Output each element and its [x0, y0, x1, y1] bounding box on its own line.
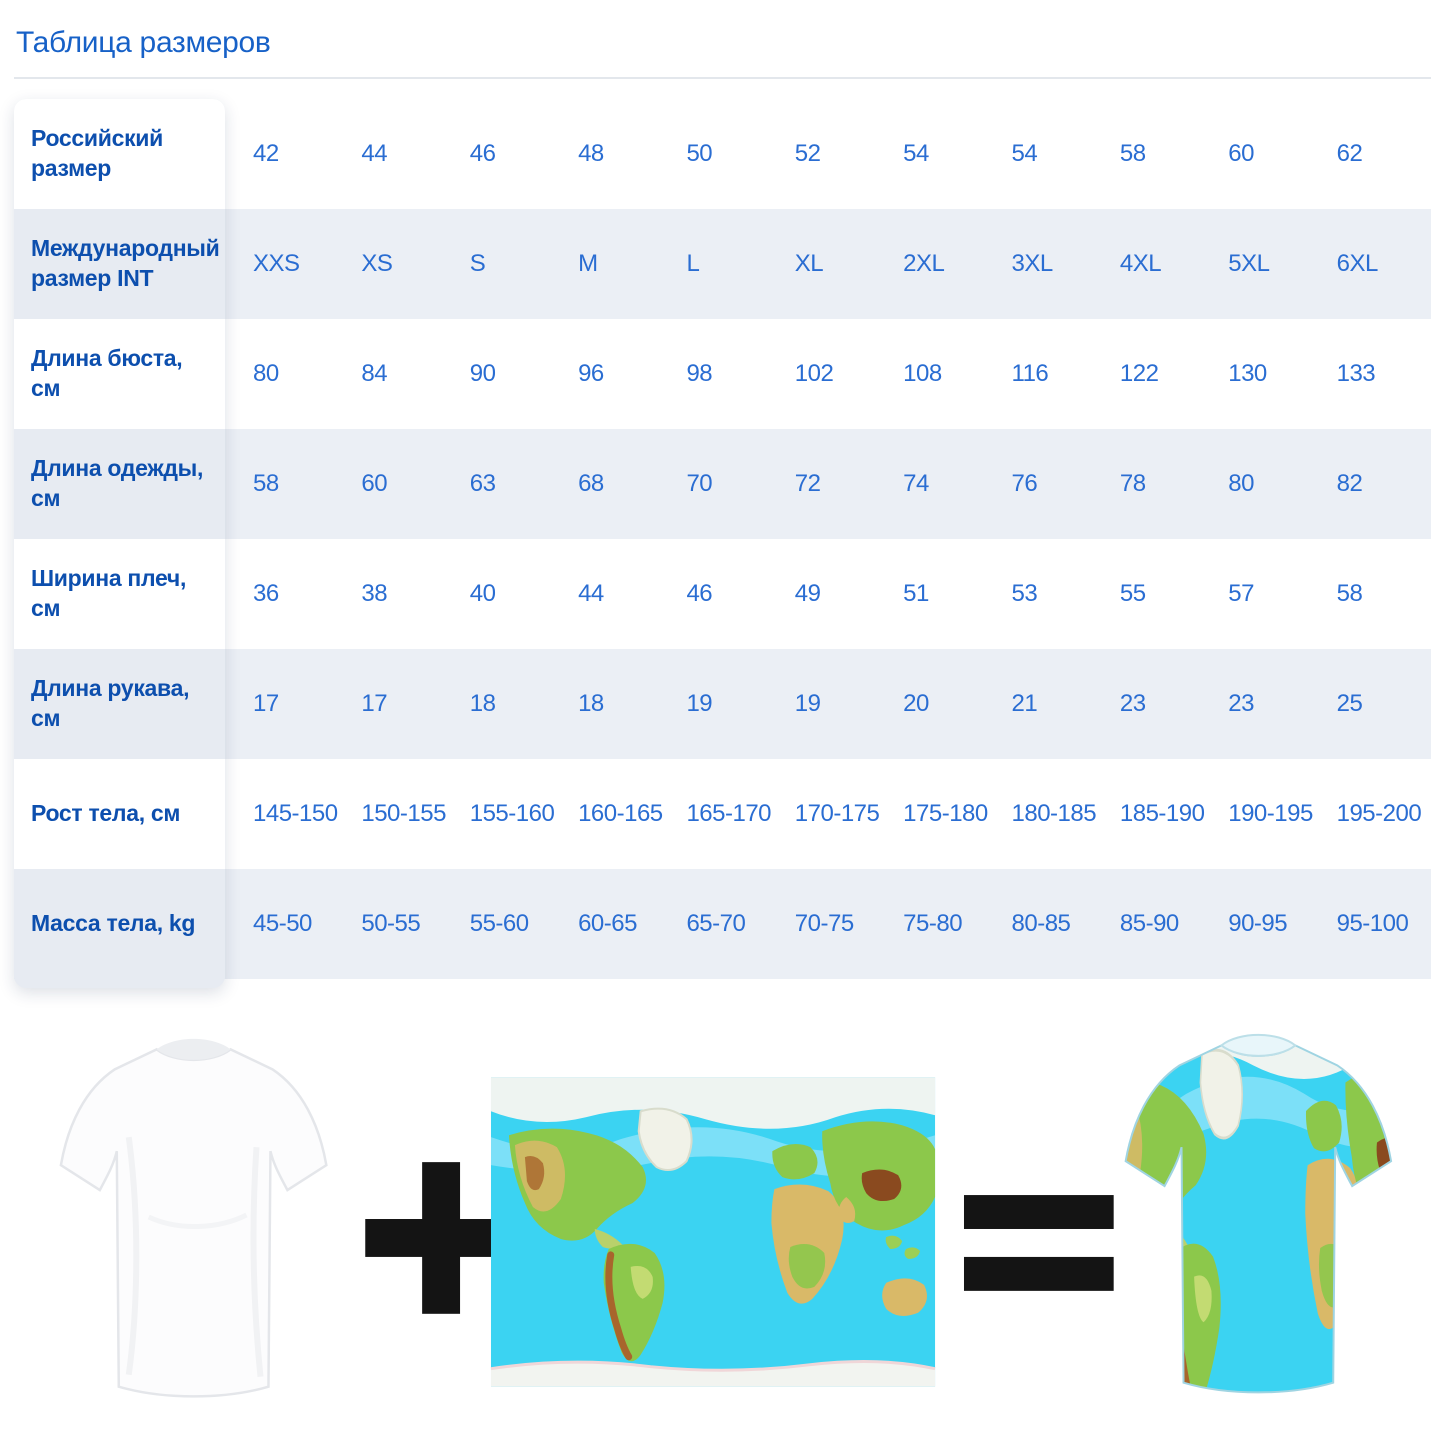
size-cell: 18 — [469, 690, 496, 717]
table-row — [14, 759, 1431, 869]
size-cell: S — [469, 250, 486, 277]
size-table — [14, 99, 1431, 979]
size-cell: 58 — [253, 470, 279, 497]
size-cell: 58 — [1336, 580, 1363, 607]
size-cell: XS — [361, 250, 393, 277]
size-cell: XL — [794, 250, 824, 277]
size-cell: 68 — [578, 470, 604, 497]
size-cell: 42 — [253, 140, 279, 167]
size-cell: 53 — [1011, 580, 1038, 607]
equals-icon — [964, 1195, 1114, 1291]
size-cell: 46 — [469, 140, 496, 167]
size-cell: 195-200 — [1336, 800, 1422, 827]
size-cell: 36 — [253, 580, 279, 607]
size-cell: 155-160 — [469, 800, 555, 827]
size-cell: 38 — [361, 580, 388, 607]
table-row — [14, 209, 1431, 319]
size-cell: 3XL — [1011, 250, 1053, 277]
size-cell: 52 — [794, 140, 821, 167]
size-cell: 145-150 — [253, 800, 338, 827]
size-cell: 150-155 — [361, 800, 446, 827]
size-cell: 180-185 — [1011, 800, 1097, 827]
row-label: Масса тела, kg — [14, 869, 225, 979]
size-cell: L — [686, 250, 700, 277]
size-cell: 2XL — [903, 250, 945, 277]
size-cell: 44 — [361, 140, 388, 167]
size-cell: 44 — [578, 580, 604, 607]
size-cell: 60-65 — [578, 910, 637, 937]
size-cell: 75-80 — [903, 910, 963, 937]
size-cell: 23 — [1119, 690, 1146, 717]
size-cell: 85-90 — [1119, 910, 1179, 937]
size-cell: XXS — [253, 250, 300, 277]
size-cell: 4XL — [1119, 250, 1162, 277]
size-cell: 78 — [1119, 470, 1146, 497]
table-row — [14, 319, 1431, 429]
size-cell: 96 — [578, 360, 604, 387]
size-cell: 6XL — [1336, 250, 1378, 277]
size-cell: 21 — [1011, 690, 1038, 717]
row-label: Ширина плеч, см — [14, 539, 225, 649]
page-title: Таблица размеров — [16, 26, 271, 59]
size-cell: 185-190 — [1119, 800, 1205, 827]
size-cell: 49 — [794, 580, 821, 607]
table-row — [14, 539, 1431, 649]
size-cell: 160-165 — [578, 800, 663, 827]
tshirt-print-illustration — [14, 1009, 1431, 1439]
size-cell: 5XL — [1228, 250, 1270, 277]
page-header — [0, 0, 1445, 60]
size-cell: 18 — [578, 690, 604, 717]
table-row — [14, 869, 1431, 979]
row-label: Длина рукава, см — [14, 649, 225, 759]
size-cell: 95-100 — [1336, 910, 1409, 937]
size-cell: 72 — [794, 470, 821, 497]
size-cell: 54 — [1011, 140, 1038, 167]
size-cell: 133 — [1336, 360, 1376, 387]
size-cell: 102 — [794, 360, 834, 387]
size-cell: 51 — [903, 580, 929, 607]
size-cell: 58 — [1119, 140, 1146, 167]
size-cell: 55-60 — [469, 910, 529, 937]
size-cell: 70 — [686, 470, 713, 497]
size-cell: 80-85 — [1011, 910, 1071, 937]
size-cell: 70-75 — [794, 910, 854, 937]
tshirt-print-svg — [14, 1009, 1431, 1439]
size-cell: 60 — [361, 470, 388, 497]
table-row — [14, 99, 1431, 209]
size-cell: 80 — [1228, 470, 1254, 497]
size-cell: 50-55 — [361, 910, 421, 937]
size-cell: 55 — [1119, 580, 1146, 607]
size-cell: 175-180 — [903, 800, 988, 827]
size-cell: 63 — [469, 470, 496, 497]
size-cell: 165-170 — [686, 800, 772, 827]
world-map-graphic — [491, 1077, 935, 1386]
size-cell: 190-195 — [1228, 800, 1313, 827]
size-cell: 57 — [1228, 580, 1254, 607]
table-row — [14, 429, 1431, 539]
row-label: Длина одежды, см — [14, 429, 225, 539]
size-cell: 48 — [578, 140, 604, 167]
size-cell: 130 — [1228, 360, 1267, 387]
size-cell: 65-70 — [686, 910, 746, 937]
size-cell: 74 — [903, 470, 929, 497]
size-cell: 25 — [1336, 690, 1363, 717]
size-cell: 19 — [794, 690, 821, 717]
size-cell: 20 — [903, 690, 929, 717]
size-cell: 50 — [686, 140, 713, 167]
size-cell: 82 — [1336, 470, 1363, 497]
size-cell: 76 — [1011, 470, 1038, 497]
size-cell: 19 — [686, 690, 713, 717]
size-cell: 62 — [1336, 140, 1363, 167]
size-table-body — [14, 99, 1431, 979]
size-cell: 170-175 — [794, 800, 880, 827]
size-cell: 17 — [253, 690, 279, 717]
size-cell: 116 — [1011, 360, 1049, 387]
row-label: Рост тела, см — [14, 759, 225, 869]
white-tshirt-graphic — [61, 1039, 326, 1396]
size-cell: 17 — [361, 690, 388, 717]
label-column-card — [14, 99, 225, 988]
map-tshirt-graphic — [1084, 1009, 1431, 1439]
row-label: Длина бюста, см — [14, 319, 225, 429]
size-cell: 40 — [469, 580, 496, 607]
size-cell: 23 — [1228, 690, 1254, 717]
size-cell: 122 — [1119, 360, 1159, 387]
size-cell: 84 — [361, 360, 388, 387]
size-cell: 54 — [903, 140, 929, 167]
size-cell: 60 — [1228, 140, 1254, 167]
size-cell: 108 — [903, 360, 942, 387]
size-cell: 45-50 — [253, 910, 312, 937]
row-label: Международный размер INT — [14, 209, 225, 319]
size-cell: 98 — [686, 360, 713, 387]
title-divider — [14, 77, 1431, 79]
size-cell: M — [578, 250, 598, 277]
table-row — [14, 649, 1431, 759]
size-cell: 90 — [469, 360, 496, 387]
row-label: Российский размер — [14, 99, 225, 209]
size-cell: 90-95 — [1228, 910, 1288, 937]
size-cell: 80 — [253, 360, 279, 387]
size-cell: 46 — [686, 580, 713, 607]
